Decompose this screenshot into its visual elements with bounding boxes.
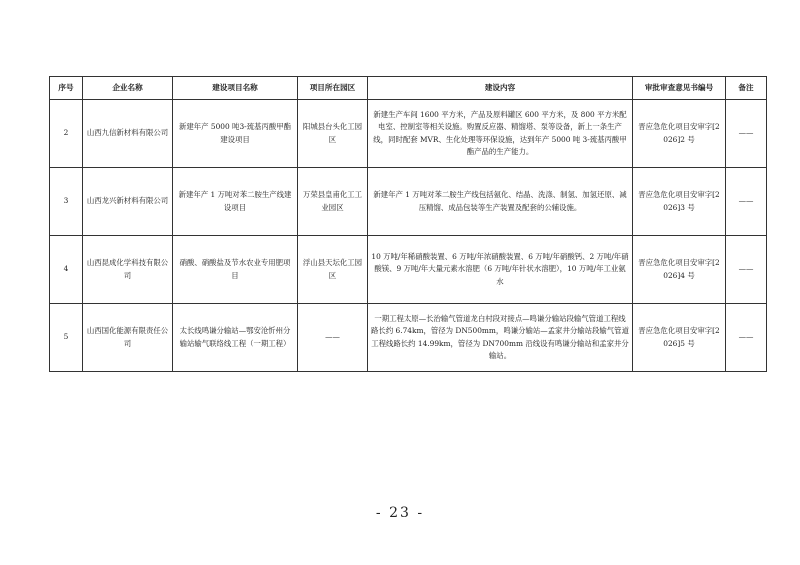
- cell-park: 万荣县皇甫化工工业园区: [298, 168, 368, 236]
- table-row: [50, 236, 767, 304]
- cell-content: 新建生产车间 1600 平方米，产品及原料罐区 600 平方米，及 800 平方米配电室、控制室等相关设施。购置反应器、精馏塔、泵等设备，新上一条生产线，同时配套 MVR、生化处理等环保设施，达到年产 5000 吨 3-巯基丙酸甲酯产品的生产能力。: [368, 100, 633, 168]
- cell-approval-doc-no: 晋应急危化项目安审字[2026]4 号: [633, 236, 726, 304]
- header-company-name: 企业名称: [83, 77, 173, 100]
- cell-content: 新建年产 1 万吨对苯二胺生产线包括氨化、结晶、洗涤、制氢、加氢还原、减压精馏、成品包装等生产装置及配套的公辅设施。: [368, 168, 633, 236]
- cell-serial-no: 3: [50, 168, 83, 236]
- header-approval-doc-no: 审批审查意见书编号: [633, 77, 726, 100]
- cell-content: 10 万吨/年稀硝酸装置、6 万吨/年浓硝酸装置、6 万吨/年硝酸钙、2 万吨/年硝酸镁、9 万吨/年大量元素水溶肥（6 万吨/年针状水溶肥），10 万吨/年工业氨水: [368, 236, 633, 304]
- cell-project-name: 新建年产 1 万吨对苯二胺生产线建设项目: [173, 168, 298, 236]
- cell-remarks: ——: [726, 100, 767, 168]
- cell-remarks: ——: [726, 168, 767, 236]
- cell-project-name: 新建年产 5000 吨3-巯基丙酸甲酯建设项目: [173, 100, 298, 168]
- table-row: [50, 100, 767, 168]
- cell-content: 一期工程太原—长治输气管道龙白村段对接点—鸣谦分输站段输气管道工程线路长约 6.74km，管径为 DN500mm，鸣谦分输站—孟家井分输站段输气管道工程线路长约 14.99km，管径为 DN700mm 沿线设有鸣谦分输站和孟家井分输站。: [368, 304, 633, 372]
- cell-company-name: 山西国化能源有限责任公司: [83, 304, 173, 372]
- table-row: [50, 168, 767, 236]
- cell-approval-doc-no: 晋应急危化项目安审字[2026]2 号: [633, 100, 726, 168]
- page-number: - 23 -: [375, 505, 425, 521]
- cell-remarks: ——: [726, 304, 767, 372]
- cell-serial-no: 2: [50, 100, 83, 168]
- cell-project-name: 硝酸、硝酸盐及节水农业专用肥项目: [173, 236, 298, 304]
- cell-serial-no: 4: [50, 236, 83, 304]
- cell-company-name: 山西昆成化学科技有限公司: [83, 236, 173, 304]
- cell-park: 浮山县天坛化工园区: [298, 236, 368, 304]
- header-remarks: 备注: [726, 77, 767, 100]
- table-header-row: [50, 77, 767, 100]
- header-serial-no: 序号: [50, 77, 83, 100]
- cell-serial-no: 5: [50, 304, 83, 372]
- header-project-name: 建设项目名称: [173, 77, 298, 100]
- header-park: 项目所在园区: [298, 77, 368, 100]
- project-approval-table: [49, 76, 767, 372]
- cell-park: 阳城县台头化工园区: [298, 100, 368, 168]
- cell-approval-doc-no: 晋应急危化项目安审字[2026]5 号: [633, 304, 726, 372]
- cell-company-name: 山西龙兴新材料有限公司: [83, 168, 173, 236]
- cell-park: ——: [298, 304, 368, 372]
- table-row: [50, 304, 767, 372]
- cell-approval-doc-no: 晋应急危化项目安审字[2026]3 号: [633, 168, 726, 236]
- cell-company-name: 山西九信新材料有限公司: [83, 100, 173, 168]
- cell-remarks: ——: [726, 236, 767, 304]
- cell-project-name: 太长线鸣谦分输站—鄂安沧忻州分输站输气联络线工程（一期工程）: [173, 304, 298, 372]
- header-content: 建设内容: [368, 77, 633, 100]
